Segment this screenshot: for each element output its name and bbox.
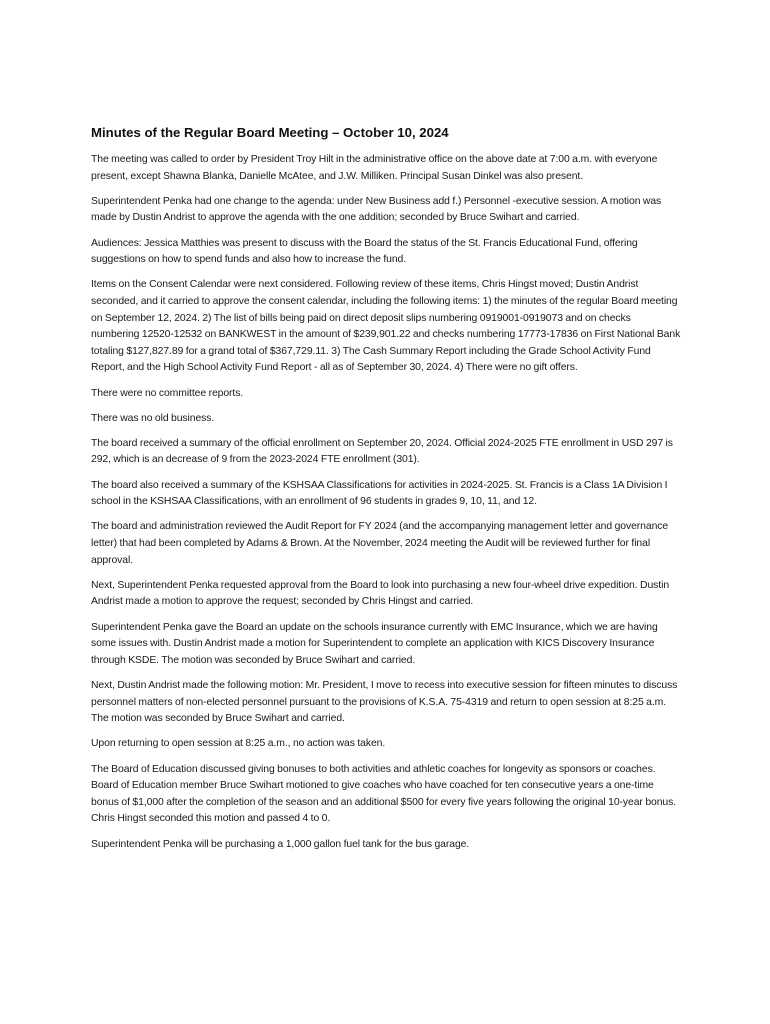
paragraph-insurance-update: Superintendent Penka gave the Board an update on the schools insurance currently with EMC Insurance, which we are having some issues with. Dustin Andrist made a motion for Superintendent to complete an application with KICS Discovery Insurance through KSDE. The motion was seconded by Bruce Swihart and carried. xyxy=(91,621,658,666)
document-title: Minutes of the Regular Board Meeting – October 10, 2024 xyxy=(91,125,449,140)
paragraph-vehicle-purchase: Next, Superintendent Penka requested approval from the Board to look into purchasing a new four-wheel drive expedition. Dustin Andrist made a motion to approve the request; seconded by Chris Hingst and carried. xyxy=(91,579,670,608)
paragraph-enrollment: The board received a summary of the official enrollment on September 20, 2024. Official 2024-2025 FTE enrollment in USD 297 is 292, which is an decrease of 9 from the 2023-2024 FTE enrollment (301). xyxy=(91,437,673,466)
document-body xyxy=(91,124,681,862)
paragraph-kshsaa-classifications: The board also received a summary of the KSHSAA Classifications for activities in 2024-2025. St. Francis is a Class 1A Division I school in the KSHSAA Classifications, with an enrollment of 96 students in grades 9, 10, 11, and 12. xyxy=(91,479,668,508)
paragraph-audiences: Audiences: Jessica Matthies was present to discuss with the Board the status of the St. Francis Educational Fund, offering suggestions on how to spend funds and also how to increase the fund. xyxy=(91,237,638,266)
paragraph-audit-report: The board and administration reviewed the Audit Report for FY 2024 (and the accompanying management letter and governance letter) that had been completed by Adams & Brown. At the November, 2024 meeting the Audit will be reviewed further for final approval. xyxy=(91,521,669,566)
paragraph-consent-calendar: Items on the Consent Calendar were next considered. Following review of these items, Chris Hingst moved; Dustin Andrist seconded, and it carried to approve the consent calendar, including the following items: 1) the minutes of the regular Board meeting on September 12, 2024. 2) The list of bills being paid on direct deposit slips numbering 0919001-0919073 and on checks numbering 12520-12532 on BANKWEST in the amount of $239,901.22 and checks numbering 17773-17836 on First National Bank totaling $127,827.89 for a grand total of $367,729.11. 3) The Cash Summary Report including the Grade School Activity Fund Report, and the High School Activity Fund Report - all as of September 30, 2024. 4) There were no gift offers. xyxy=(91,279,681,374)
paragraph-call-to-order: The meeting was called to order by President Troy Hilt in the administrative office on the above date at 7:00 a.m. with everyone present, except Shawna Blanka, Danielle McAtee, and J.W. Milliken. Principal Susan Dinkel was also present. xyxy=(91,154,658,182)
paragraph-fuel-tank: Superintendent Penka will be purchasing a 1,000 gallon fuel tank for the bus garage. xyxy=(91,838,470,850)
paragraph-coach-bonuses: The Board of Education discussed giving bonuses to both activities and athletic coaches for longevity as sponsors or coaches. Board of Education member Bruce Swihart motioned to give coaches who have coached for ten consecutive years a one-time bonus of $1,000 after the completion of the season and an additional $500 for every five years following the original 10-year bonus. Chris Hingst seconded this motion and passed 4 to 0. xyxy=(91,763,677,825)
paragraph-old-business: There was no old business. xyxy=(91,412,215,424)
paragraph-open-session: Upon returning to open session at 8:25 a.m., no action was taken. xyxy=(91,738,386,750)
paragraph-executive-session: Next, Dustin Andrist made the following motion: Mr. President, I move to recess into executive session for fifteen minutes to discuss personnel matters of non-elected personnel pursuant to the provisions of K.S.A. 75-4319 and return to open session at 8:25 a.m. The motion was seconded by Bruce Swihart and carried. xyxy=(91,679,678,725)
paragraph-agenda-change: Superintendent Penka had one change to the agenda: under New Business add f.) Personnel -executive session. A motion was made by Dustin Andrist to approve the agenda with the one addition; seconded by Bruce Swihart and carried. xyxy=(91,195,662,224)
paragraph-committee-reports: There were no committee reports. xyxy=(91,387,244,399)
